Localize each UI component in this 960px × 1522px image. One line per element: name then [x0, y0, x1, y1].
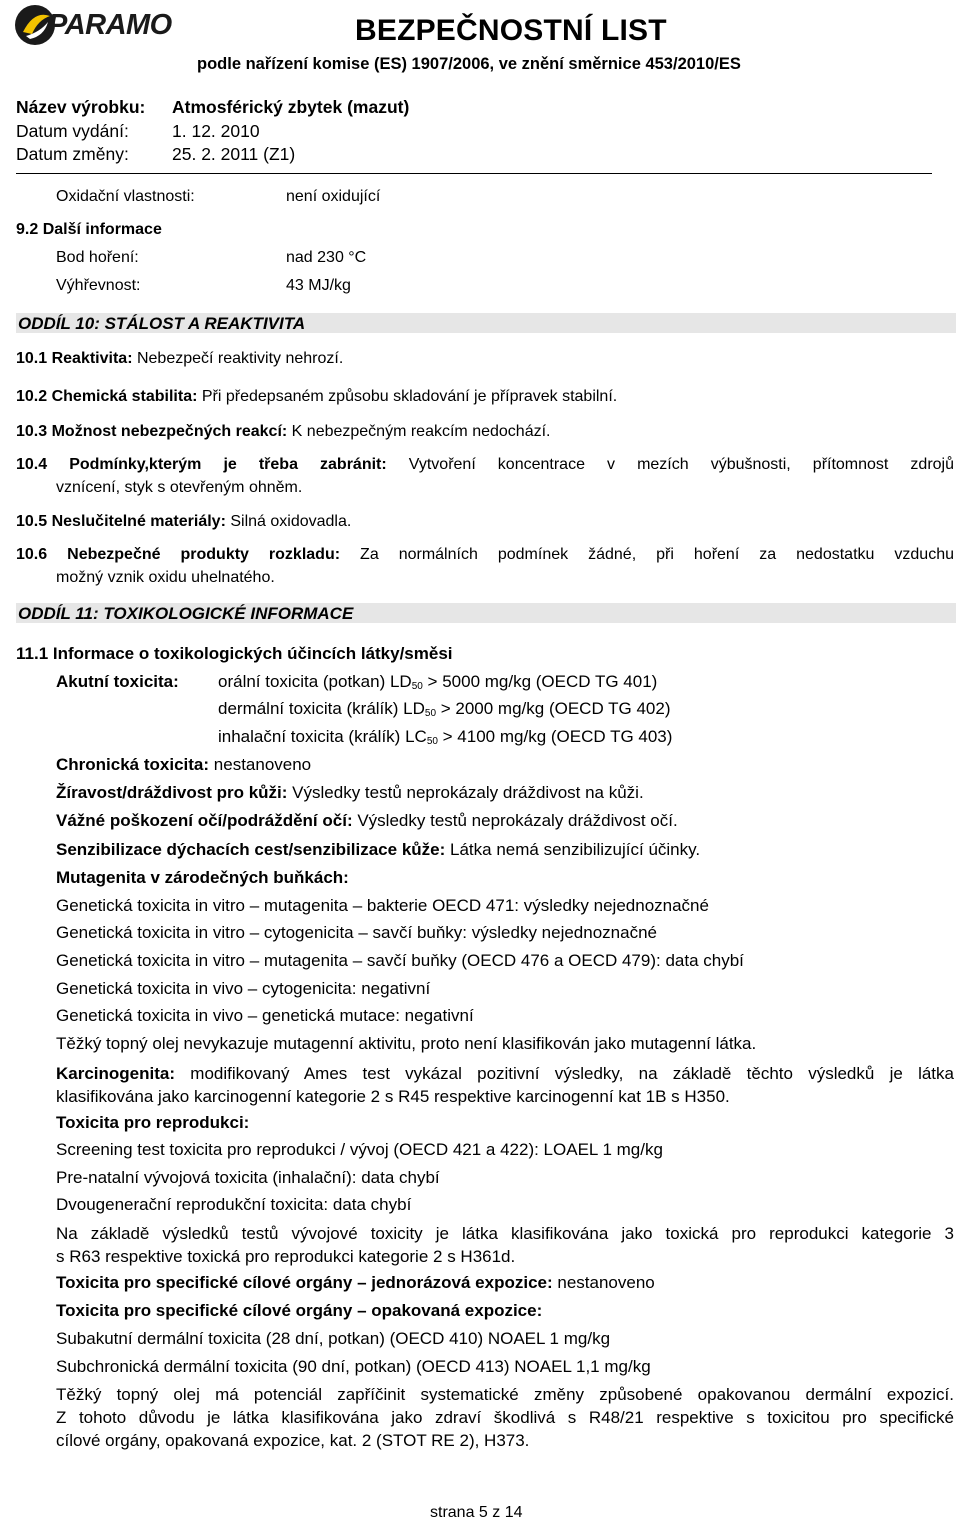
stot-re-label: Toxicita pro specifické cílové orgány – opakovaná expozice: — [56, 1301, 543, 1320]
stot-se-line: Toxicita pro specifické cílové orgány – jednorázová expozice: nestanoveno — [56, 1273, 655, 1292]
document-subtitle: podle nařízení komise (ES) 1907/2006, ve znění směrnice 453/2010/ES — [197, 55, 741, 73]
repro-label: Toxicita pro reprodukci: — [56, 1113, 250, 1132]
final-paragraph: Těžký topný olej má potenciál zapříčinit systematické změny způsobené opakovanou dermální expozicí. Z tohoto důvodu je látka klasifikována jako zdraví škodlivá s R48/21 respektive s toxicitou pro specifické cílové orgány, opakovaná expozice, kat. 2 (STOT RE 2), H373. — [56, 1385, 954, 1450]
meta-change-date: Datum změny: 25. 2. 2011 (Z1) — [16, 144, 296, 164]
muta-line: Genetická toxicita in vitro – mutagenita – savčí buňky (OECD 476 a OECD 479): data chybí — [56, 951, 744, 970]
acute-oral: orální toxicita (potkan) $LD_{50} > 5000$ mg/kg (OECD TG 401) — [218, 672, 658, 692]
repro-line: Screening test toxicita pro reprodukci / vývoj (OECD 421 a 422): LOAEL 1 mg/kg — [56, 1140, 663, 1159]
acute-dermal: dermální toxicita (králík) $LD_{50} > 2000$ mg/kg (OECD TG 402) — [218, 699, 671, 719]
meta-product: Název výrobku: Atmosférický zbytek (mazut) — [16, 97, 410, 117]
header-rule — [16, 173, 932, 174]
heat-label: Výhřevnost: — [56, 277, 141, 294]
document-title: BEZPEČNOSTNÍ LIST — [355, 14, 667, 47]
heat-value: 43 MJ/kg — [286, 277, 351, 294]
section-11-bar — [16, 603, 956, 623]
meta-issue-date: Datum vydání: 1. 12. 2010 — [16, 121, 260, 141]
chronic-line: Chronická toxicita: nestanoveno — [56, 755, 312, 774]
oxid-value: není oxidující — [286, 188, 381, 205]
muta-line: Těžký topný olej nevykazuje mutagenní aktivitu, proto není klasifikován jako mutagenní látka. — [56, 1034, 757, 1053]
item-10-5: 10.5 Neslučitelné materiály: Silná oxidovadla. — [16, 513, 352, 530]
item-10-6: 10.6 Nebezpečné produkty rozkladu: Za normálních podmínek žádné, při hoření za nedostatku vzduchu možný vznik oxidu uhelnatého. — [16, 546, 954, 586]
item-10-2: 10.2 Chemická stabilita: Při předepsaném způsobu skladování je přípravek stabilní. — [16, 388, 618, 405]
skin-line: Žíravost/dráždivost pro kůži: Výsledky testů neprokázaly dráždivost na kůži. — [56, 783, 644, 802]
acute-label: Akutní toxicita: — [56, 672, 179, 691]
svg-text:PARAMO: PARAMO — [48, 9, 172, 41]
muta-line: Genetická toxicita in vivo – cytogenicita: negativní — [56, 979, 431, 998]
acute-inhal: inhalační toxicita (králík) $LC_{50} > 4100$ mg/kg (OECD TG 403) — [218, 727, 673, 747]
section-10-bar — [16, 313, 956, 333]
item-10-3: 10.3 Možnost nebezpečných reakcí: K nebezpečným reakcím nedochází. — [16, 423, 551, 440]
paramo-logo — [14, 2, 200, 48]
repro-line: Pre-natalní vývojová toxicita (inhalační): data chybí — [56, 1168, 440, 1187]
stot-re-line: Subchronická dermální toxicita (90 dní, potkan) (OECD 413) NOAEL 1,1 mg/kg — [56, 1357, 651, 1376]
muta-line: Genetická toxicita in vitro – cytogenicita – savčí buňky: výsledky nejednoznačné — [56, 923, 657, 942]
repro-line: Dvougenerační reprodukční toxicita: data chybí — [56, 1195, 412, 1214]
stot-re-line: Subakutní dermální toxicita (28 dní, potkan) (OECD 410) NOAEL 1 mg/kg — [56, 1329, 611, 1348]
flash-value: nad 230 °C — [286, 249, 367, 266]
sens-line: Senzibilizace dýchacích cest/senzibilizace kůže: Látka nemá senzibilizující účinky. — [56, 840, 701, 859]
section-10-heading: ODDÍL 10: STÁLOST A REAKTIVITA — [18, 314, 306, 333]
section-11-heading: ODDÍL 11: TOXIKOLOGICKÉ INFORMACE — [18, 604, 354, 623]
eye-line: Vážné poškození očí/podráždění očí: Výsledky testů neprokázaly dráždivost očí. — [56, 811, 678, 830]
muta-label: Mutagenita v zárodečných buňkách: — [56, 868, 349, 887]
item-10-4: 10.4 Podmínky,kterým je třeba zabránit: Vytvoření koncentrace v mezích výbušnosti, přítomnost zdrojů vznícení, styk s otevřeným ohněm. — [16, 456, 955, 496]
flash-label: Bod hoření: — [56, 249, 139, 266]
s92-heading: 9.2 Další informace — [16, 221, 162, 238]
oxid-label: Oxidační vlastnosti: — [56, 188, 195, 205]
repro-conclusion: Na základě výsledků testů vývojové toxicity je látka klasifikována jako toxická pro reprodukci kategorie 3 s R63 respektive toxická pro reprodukci kategorie 2 s H361d. — [56, 1224, 954, 1266]
muta-line: Genetická toxicita in vitro – mutagenita – bakterie OECD 471: výsledky nejednoznačné — [56, 896, 709, 915]
page-number: strana 5 z 14 — [430, 1504, 523, 1521]
carcinogenicity: Karcinogenita: modifikovaný Ames test vykázal pozitivní výsledky, na základě těchto výsledků je látka klasifikována jako karcinogenní kategorie 2 s R45 respektive karcinogenní kat 1B s H350. — [56, 1064, 954, 1106]
item-10-1: 10.1 Reaktivita: Nebezpečí reaktivity nehrozí. — [16, 350, 344, 367]
s111-heading: 11.1 Informace o toxikologických účincích látky/směsi — [16, 644, 453, 663]
muta-line: Genetická toxicita in vivo – genetická mutace: negativní — [56, 1006, 474, 1025]
